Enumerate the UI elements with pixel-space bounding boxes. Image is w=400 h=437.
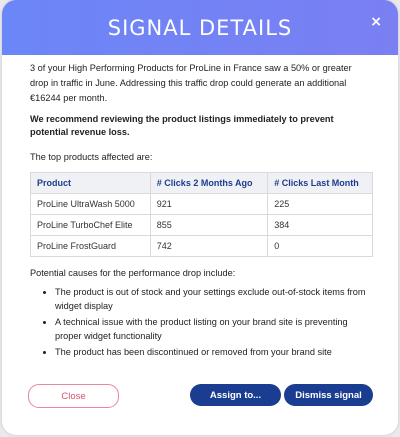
column-header-clicks-2-months: # Clicks 2 Months Ago — [150, 173, 267, 194]
product-name-cell: ProLine UltraWash 5000 — [31, 194, 151, 215]
modal-body — [2, 55, 398, 360]
column-header-clicks-last-month: # Clicks Last Month — [268, 173, 373, 194]
product-name-cell: ProLine FrostGuard — [31, 236, 151, 257]
clicks-last-month-cell: 384 — [268, 215, 373, 236]
clicks-2-months-cell: 742 — [150, 236, 267, 257]
signal-details-modal — [2, 0, 398, 435]
table-header-row — [31, 173, 373, 194]
close-button[interactable]: Close — [28, 384, 119, 408]
column-header-product: Product — [31, 173, 151, 194]
intro-text: 3 of your High Performing Products for ProLine in France saw a 50% or greater drop in traffic in June. Addressing this traffic drop could generate an additional €16244 per month. — [30, 63, 352, 103]
clicks-last-month-cell: 0 — [268, 236, 373, 257]
modal-footer — [2, 384, 398, 408]
product-name-cell: ProLine TurboChef Elite — [31, 215, 151, 236]
table-row — [31, 236, 373, 257]
list-item: • The product has been discontinued or removed from your brand site — [55, 346, 372, 360]
causes-list — [30, 286, 372, 360]
modal-header — [2, 0, 398, 55]
list-item: • A technical issue with the product listing on your brand site is preventing proper widget functionality — [55, 316, 372, 343]
close-icon[interactable]: × — [370, 14, 382, 30]
recommendation-text: We recommend reviewing the product listings immediately to prevent potential revenue loss. — [30, 114, 334, 137]
causes-label: Potential causes for the performance drop include: — [30, 268, 236, 278]
table-row — [31, 215, 373, 236]
table-row — [31, 194, 373, 215]
clicks-2-months-cell: 855 — [150, 215, 267, 236]
modal-title: SIGNAL DETAILS — [107, 15, 293, 40]
assign-to-button[interactable]: Assign to... — [190, 384, 281, 406]
products-table — [30, 172, 373, 257]
clicks-last-month-cell: 225 — [268, 194, 373, 215]
clicks-2-months-cell: 921 — [150, 194, 267, 215]
top-products-label: The top products affected are: — [30, 152, 153, 162]
list-item: • The product is out of stock and your settings exclude out-of-stock items from widget display — [55, 286, 372, 313]
dismiss-signal-button[interactable]: Dismiss signal — [284, 384, 373, 406]
